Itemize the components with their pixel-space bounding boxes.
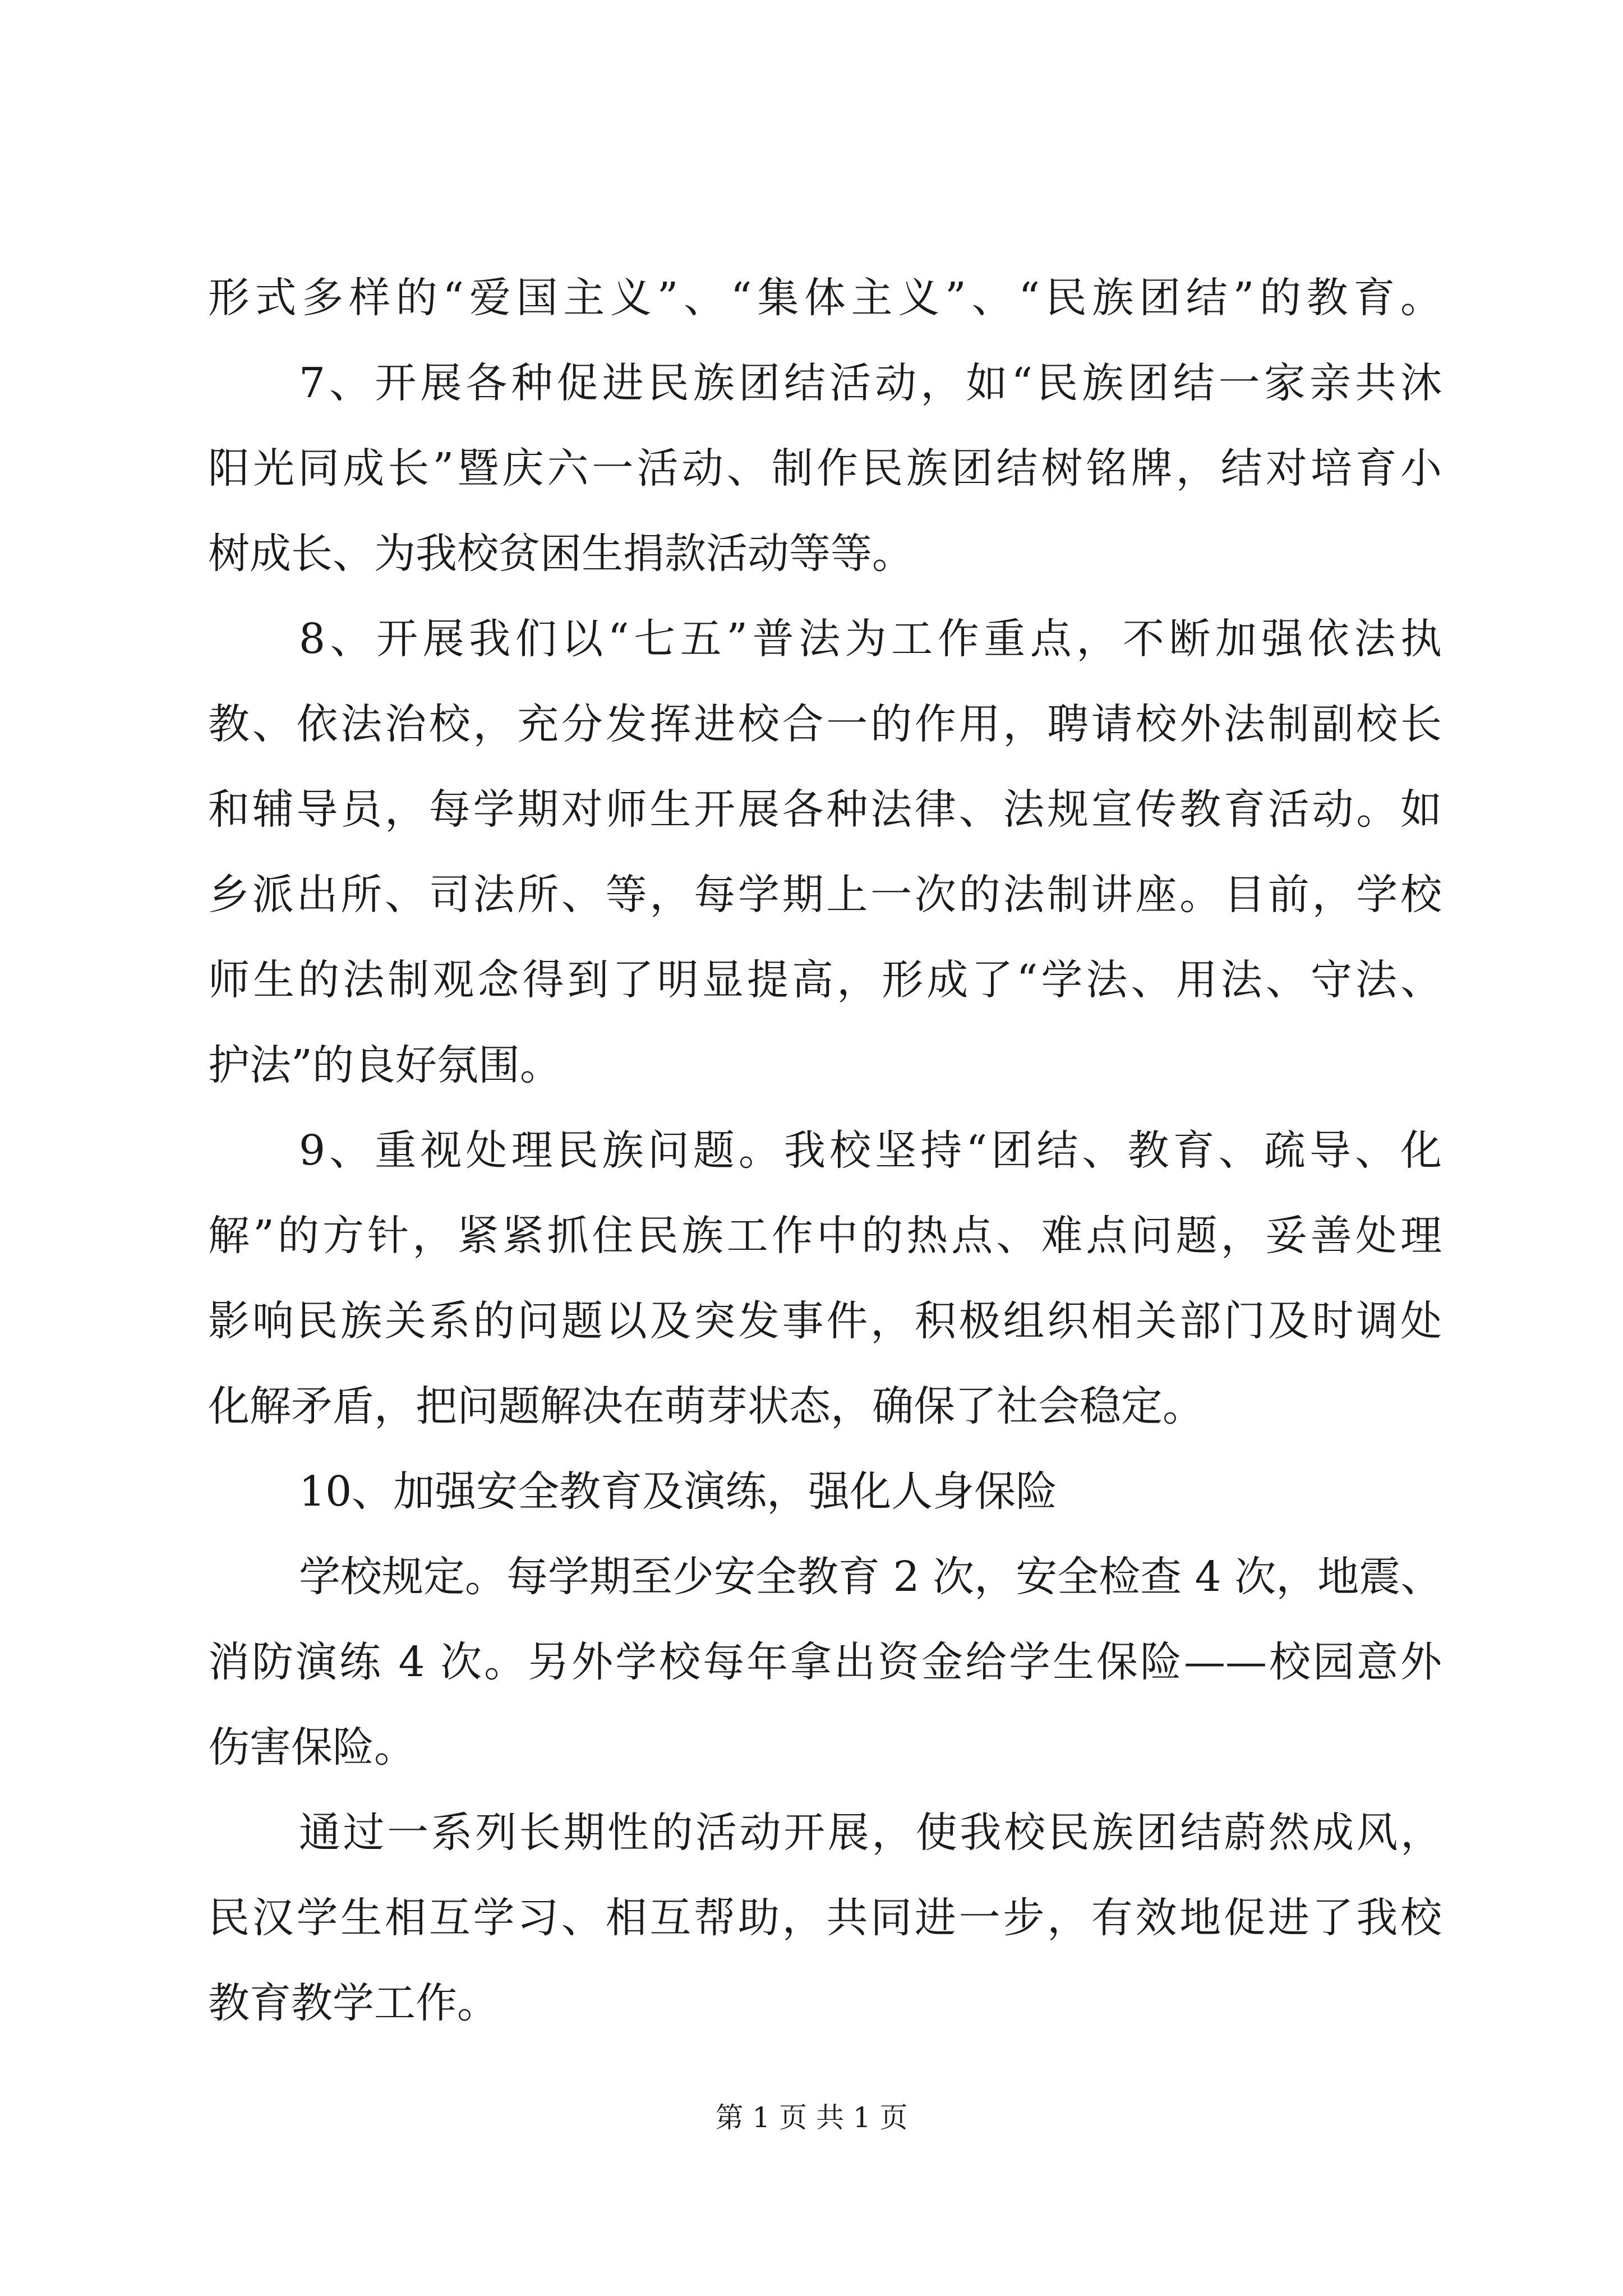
document-body (208, 255, 1442, 2046)
text-line: 解”的方针，紧紧抓住民族工作中的热点、难点问题，妥善处理 (208, 1212, 1442, 1260)
paragraph-6 (208, 1534, 1442, 1790)
text-line: 9、重视处理民族问题。我校坚持“团结、教育、疏导、化 (299, 1126, 1442, 1175)
text-line: 师生的法制观念得到了明显提高，形成了“学法、用法、守法、 (208, 956, 1442, 1004)
text-line: 化解矛盾，把问题解决在萌芽状态，确保了社会稳定。 (208, 1382, 1204, 1430)
text-line: 形式多样的“爱国主义”、“集体主义”、“民族团结”的教育。 (208, 274, 1442, 322)
text-line: 护法”的良好氛围。 (208, 1041, 561, 1089)
paragraph-3 (208, 596, 1442, 1108)
text-line: 阳光同成长”暨庆六一活动、制作民族团结树铭牌，结对培育小 (208, 444, 1442, 493)
text-line: 教、依法治校，充分发挥进校合一的作用，聘请校外法制副校长 (208, 700, 1442, 748)
text-line: 10、加强安全教育及演练，强化人身保险 (299, 1467, 1058, 1516)
text-line: 8、开展我们以“七五”普法为工作重点，不断加强依法执 (299, 615, 1442, 663)
text-line: 影响民族关系的问题以及突发事件，积极组织相关部门及时调处 (208, 1297, 1442, 1345)
text-line: 和辅导员，每学期对师生开展各种法律、法规宣传教育活动。如 (208, 785, 1442, 834)
text-line: 消防演练 4 次。另外学校每年拿出资金给学生保险——校园意外 (208, 1638, 1442, 1686)
text-line: 乡派出所、司法所、等，每学期上一次的法制讲座。目前，学校 (208, 871, 1442, 919)
paragraph-4 (208, 1108, 1442, 1449)
paragraph-7 (208, 1790, 1442, 2046)
text-line: 通过一系列长期性的活动开展，使我校民族团结蔚然成风， (299, 1809, 1442, 1857)
text-line: 学校规定。每学期至少安全教育 2 次，安全检查 4 次，地震、 (299, 1553, 1442, 1601)
page-number-footer: 第 1 页 共 1 页 (715, 2101, 908, 2134)
paragraph-5 (208, 1449, 1442, 1534)
text-line: 民汉学生相互学习、相互帮助，共同进一步，有效地促进了我校 (208, 1894, 1442, 1942)
text-line: 7、开展各种促进民族团结活动，如“民族团结一家亲共沐 (299, 359, 1442, 407)
text-line: 树成长、为我校贫困生捐款活动等等。 (208, 530, 914, 578)
text-line: 伤害保险。 (208, 1723, 416, 1772)
paragraph-1 (208, 255, 1442, 341)
paragraph-2 (208, 341, 1442, 596)
text-line: 教育教学工作。 (208, 1979, 499, 2027)
